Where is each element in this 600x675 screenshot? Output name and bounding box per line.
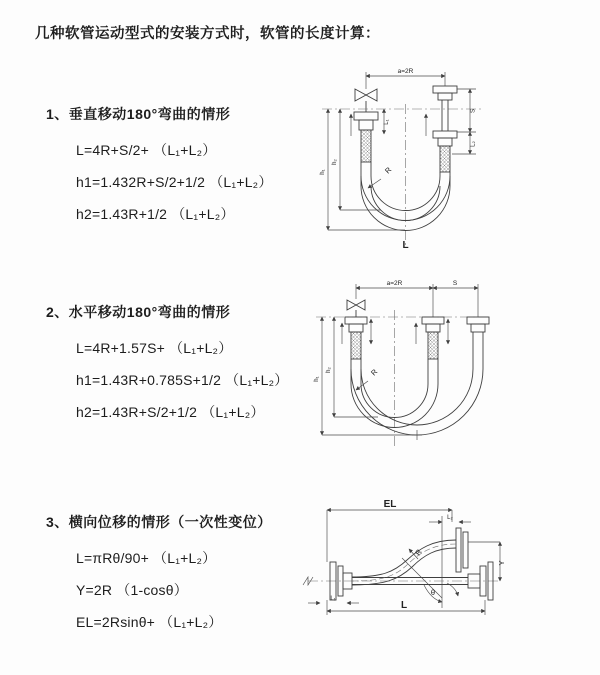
dim-label-h2: h₂ [332, 159, 338, 165]
section-lateral-displacement [46, 512, 272, 638]
right-pipe-fitting [467, 317, 489, 369]
right-pipe-fitting [433, 86, 457, 186]
formula-L: L=4R+S/2+ （L₁+L₂） [76, 142, 217, 158]
page-title: 几种软管运动型式的安装方式时，软管的长度计算： [35, 26, 380, 42]
dim-label-h1: h₁ [320, 169, 326, 175]
formula-h1: h1=1.432R+S/2+1/2 （L₁+L₂） [76, 174, 273, 190]
section-horizontal-move [46, 302, 289, 428]
angle-label-theta: θ [430, 588, 436, 597]
radius-label: R [383, 165, 394, 176]
formula-h1: h1=1.43R+0.785S+1/2 （L₁+L₂） [76, 372, 289, 388]
diagram-horizontal-180-bend [308, 274, 600, 464]
section-1-heading: 1、垂直移动180°弯曲的情形 [46, 106, 231, 122]
dim-label-s: S [452, 280, 458, 287]
dim-label-l2: L₂ [470, 141, 477, 147]
dim-label-a2r: a=2R [386, 280, 403, 287]
dim-label-s: S [470, 108, 477, 114]
valve-icon [355, 89, 377, 112]
dim-label-y: Y [497, 560, 506, 566]
valve-icon [347, 300, 365, 317]
dim-label-a2r: a=2R [397, 68, 414, 75]
dim-label-el: EL [383, 499, 397, 510]
radius-label: R [369, 367, 380, 378]
left-pipe-fitting [354, 112, 378, 186]
formula-L: L=4R+1.57S+ （L₁+L₂） [76, 340, 233, 356]
dim-label-l: L [400, 600, 408, 611]
section-vertical-move [46, 104, 273, 230]
middle-pipe-fitting [422, 317, 444, 384]
formula-h2: h2=1.43R+S/2+1/2 （L₁+L₂） [76, 404, 265, 420]
formula-h2: h2=1.43R+1/2 （L₁+L₂） [76, 206, 235, 222]
formula-EL: EL=2Rsinθ+ （L₁+L₂） [76, 614, 223, 630]
section-3-heading: 3、横向位移的情形（一次性变位） [46, 514, 272, 530]
diagram-lateral-displacement [300, 496, 600, 646]
section-2-heading: 2、水平移动180°弯曲的情形 [46, 304, 231, 320]
left-pipe-fitting [345, 317, 367, 384]
hose-curve [352, 548, 456, 585]
dim-label-l1: L₁ [330, 596, 336, 602]
formula-L: L=πRθ/90+ （L₁+L₂） [76, 550, 217, 566]
upper-flange [456, 528, 468, 572]
dim-label-l2: L₂ [447, 515, 453, 521]
radius-label: R [413, 547, 424, 558]
formula-Y: Y=2R （1-cosθ） [76, 582, 188, 598]
diagram-vertical-180-bend [308, 64, 600, 264]
hose-curve [352, 540, 456, 577]
dim-label-l1: L₁ [384, 119, 390, 125]
dim-label-h2: h₂ [326, 367, 332, 373]
hose-arc [361, 369, 473, 425]
dim-label-h1: h₁ [314, 376, 320, 382]
dim-label-l: L [402, 240, 409, 251]
